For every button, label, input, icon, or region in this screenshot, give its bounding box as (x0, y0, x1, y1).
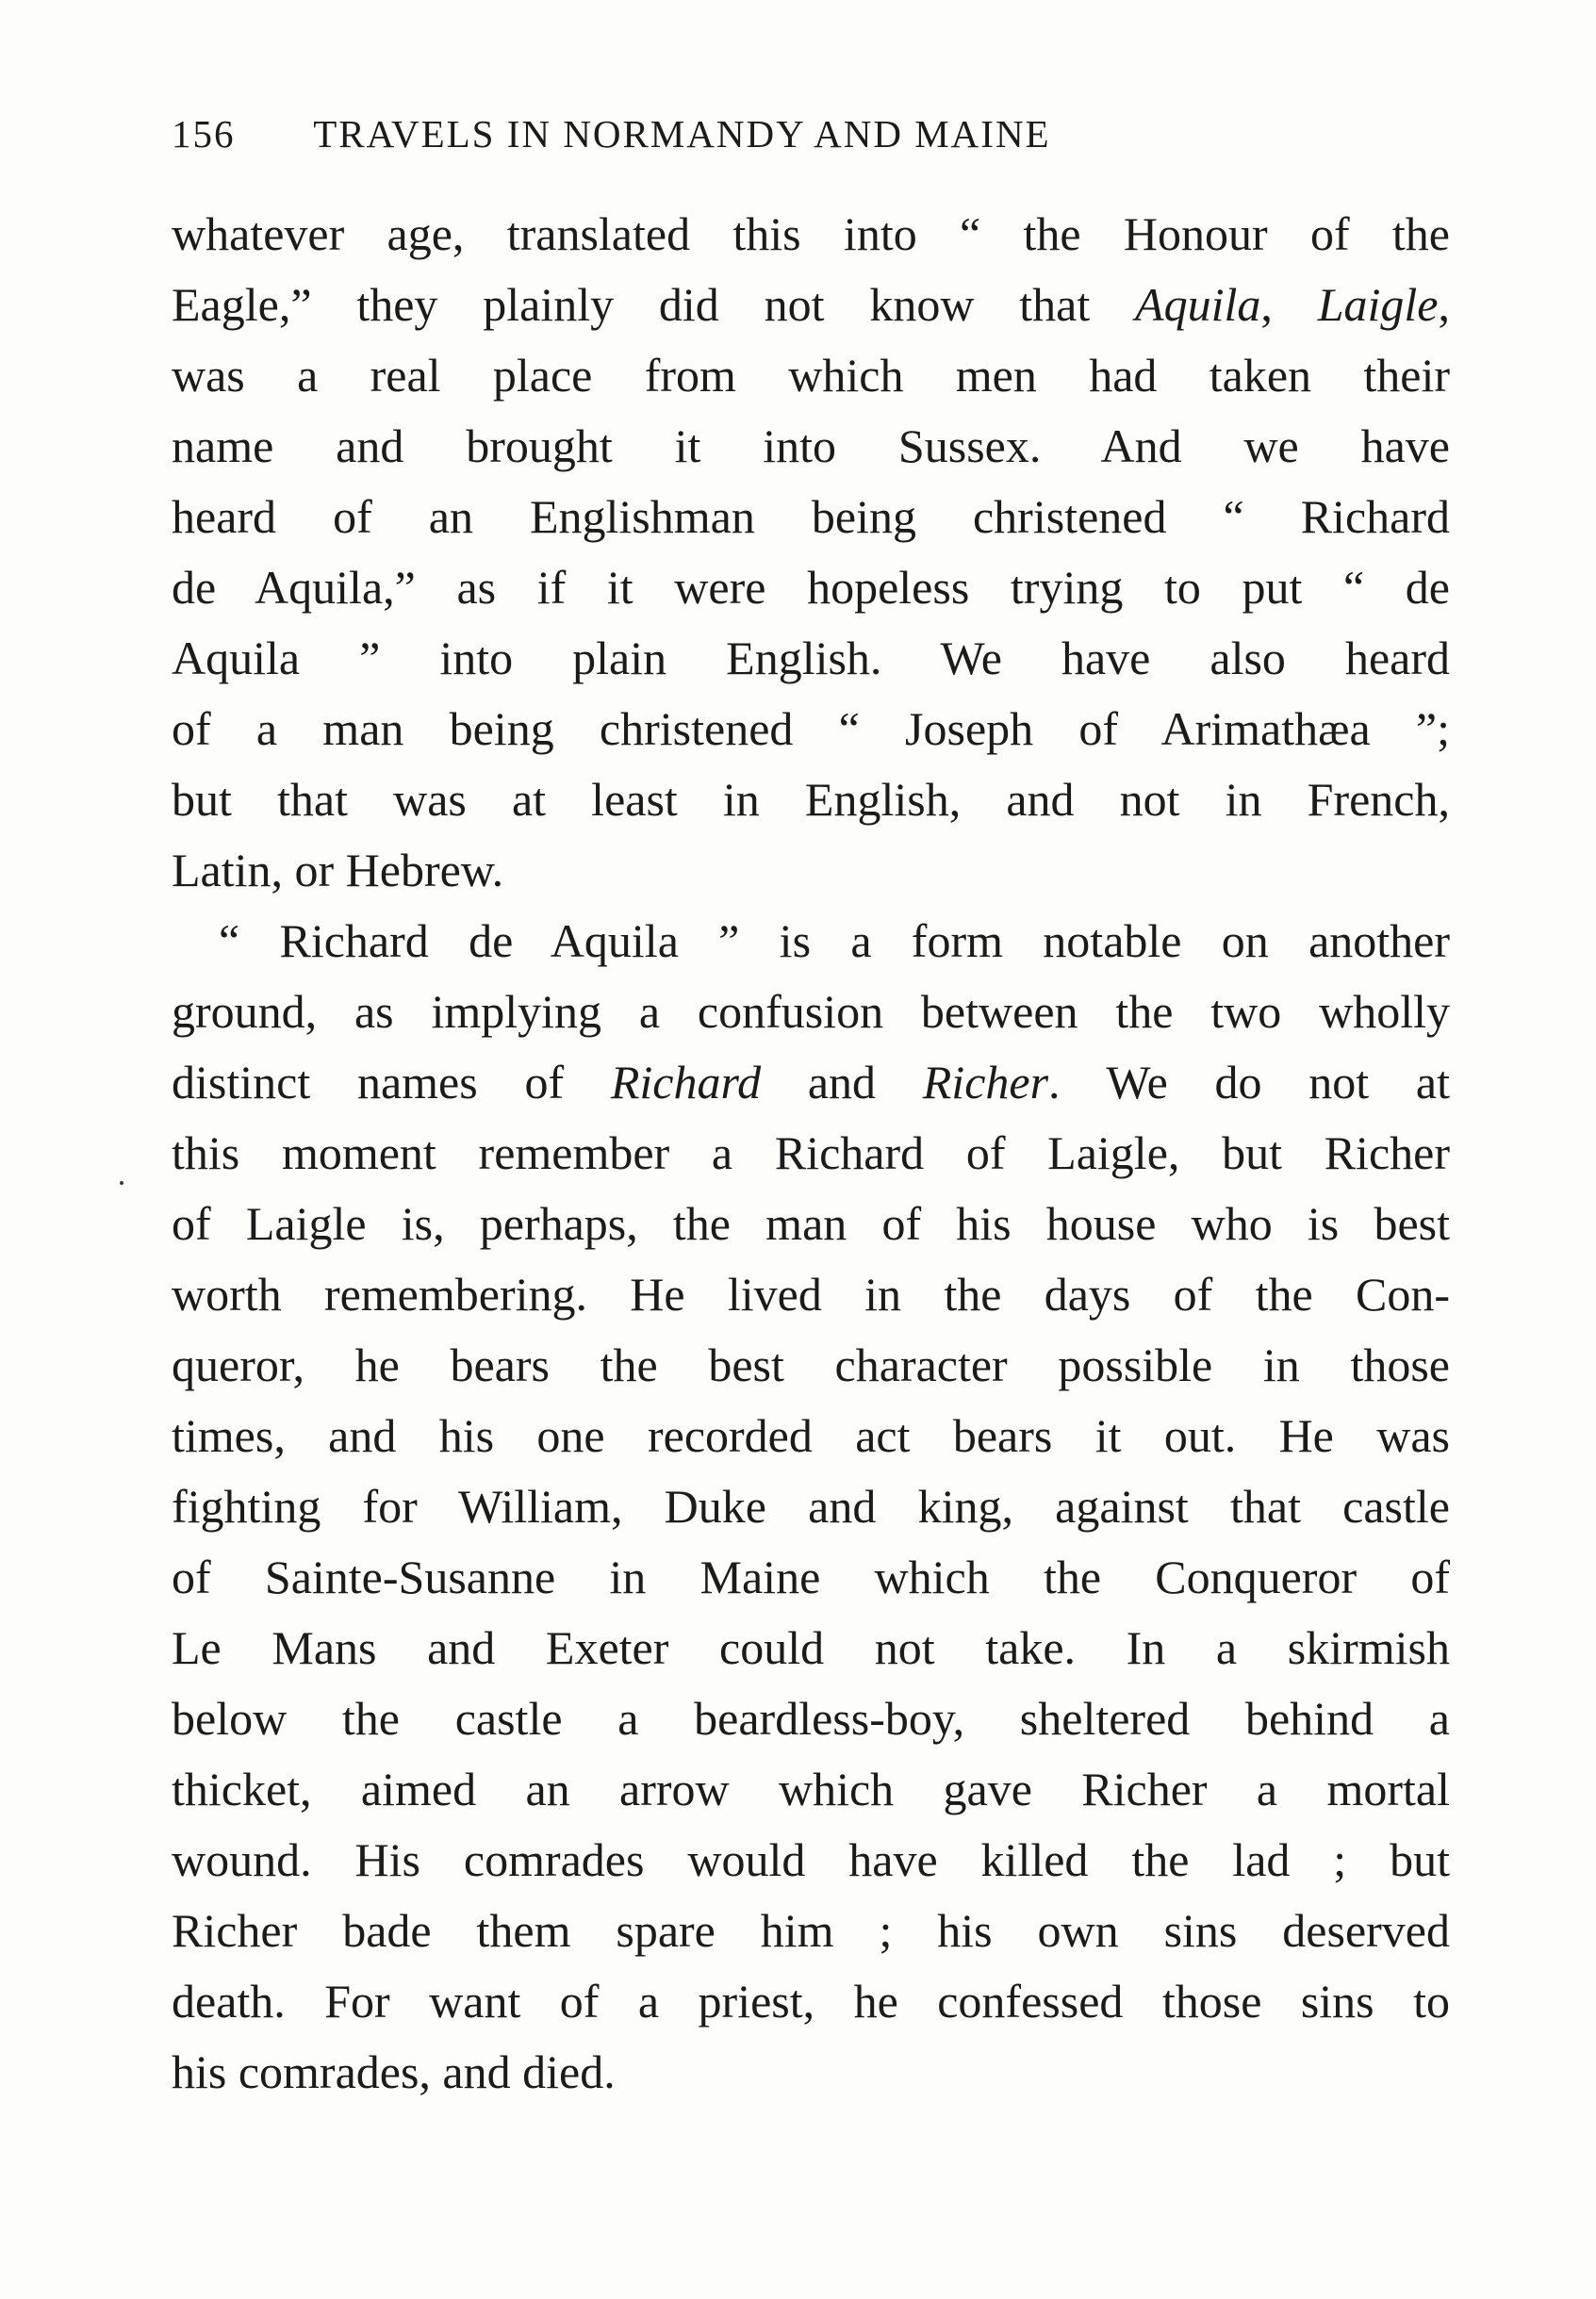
text-line: below the castle a beardless-boy, sheltered behind a (172, 1692, 1450, 1745)
text-line: wound. His comrades would have killed the lad ; but (172, 1833, 1450, 1886)
body-text (172, 199, 1450, 2108)
running-head (172, 106, 1284, 162)
text-line: death. For want of a priest, he confessed those sins to (172, 1975, 1450, 2028)
paragraph-2 (172, 906, 1450, 2108)
text-line: name and brought it into Sussex. And we have (172, 419, 1450, 472)
text-line: whatever age, translated this into “ the Honour of the (172, 207, 1450, 260)
text-line: times, and his one recorded act bears it out. He was (172, 1409, 1450, 1462)
paragraph-1 (172, 199, 1450, 906)
text-line: queror, he bears the best character possible in those (172, 1338, 1450, 1391)
text-line: of Sainte-Susanne in Maine which the Conqueror of (172, 1551, 1450, 1603)
text-line: was a real place from which men had taken their (172, 349, 1450, 402)
text-line: but that was at least in English, and not in French, (172, 773, 1450, 826)
text-line: worth remembering. He lived in the days of the Con- (172, 1268, 1450, 1321)
text-line: Le Mans and Exeter could not take. In a skirmish (172, 1621, 1450, 1674)
text-line: this moment remember a Richard of Laigle, but Richer (172, 1126, 1450, 1179)
text-line: heard of an Englishman being christened “ Richard (172, 490, 1450, 543)
text-line: distinct names of Richard and Richer. We do not at (172, 1056, 1450, 1108)
text-line: Richer bade them spare him ; his own sins deserved (172, 1904, 1450, 1957)
page-number: 156 (172, 112, 236, 156)
ink-speck (120, 1181, 123, 1185)
text-line: his comrades, and died. (172, 2045, 616, 2098)
text-line: Eagle,” they plainly did not know that Aquila, Laigle, (172, 278, 1450, 331)
running-title: TRAVELS IN NORMANDY AND MAINE (313, 112, 1051, 156)
text-line: “ Richard de Aquila ” is a form notable on another (219, 914, 1450, 967)
text-line: thicket, aimed an arrow which gave Richer a mortal (172, 1763, 1450, 1815)
text-line: of a man being christened “ Joseph of Arimathæa ”; (172, 702, 1450, 755)
text-line: Aquila ” into plain English. We have also heard (172, 632, 1450, 684)
text-line: of Laigle is, perhaps, the man of his house who is best (172, 1197, 1450, 1250)
text-line: Latin, or Hebrew. (172, 844, 504, 896)
text-line: fighting for William, Duke and king, against that castle (172, 1480, 1450, 1533)
text-line: ground, as implying a confusion between the two wholly (172, 985, 1450, 1038)
text-line: de Aquila,” as if it were hopeless trying to put “ de (172, 561, 1450, 614)
